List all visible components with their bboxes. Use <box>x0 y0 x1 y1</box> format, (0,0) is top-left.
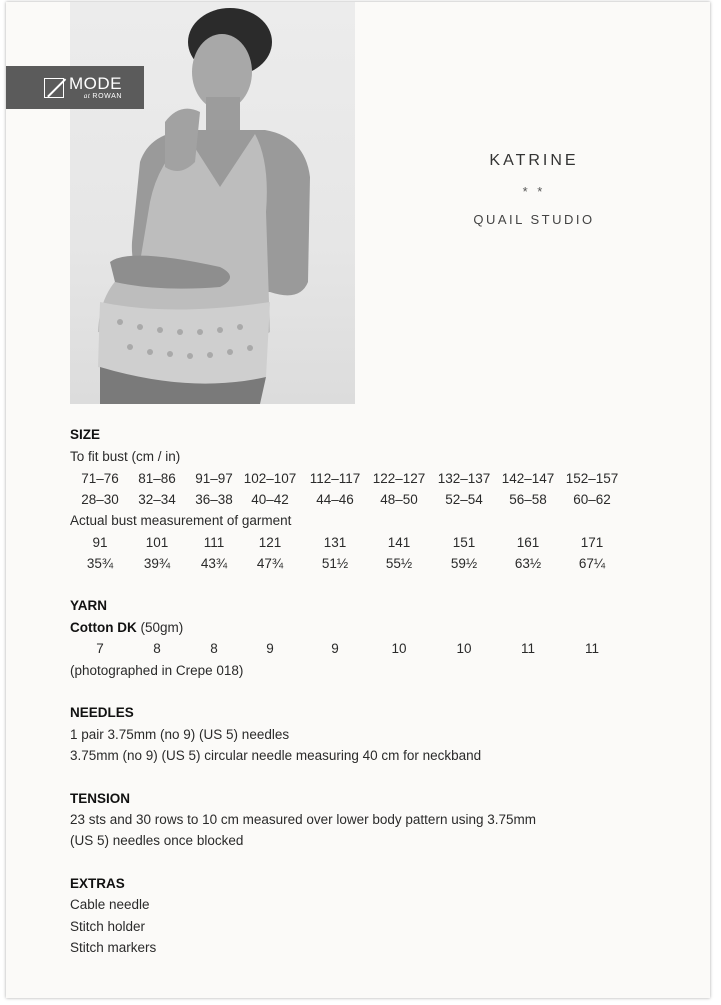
yarn-name: Cotton DK <box>70 620 137 635</box>
size-value-cell: 71–76 <box>81 471 119 486</box>
model-photo <box>70 2 355 404</box>
size-value-cell: 28–30 <box>81 492 119 507</box>
needles-line-1: 1 pair 3.75mm (no 9) (US 5) needles <box>70 727 290 742</box>
size-value-cell: 112–117 <box>309 471 361 486</box>
size-value-cell: 7 <box>96 641 104 656</box>
size-value-cell: 55½ <box>385 556 413 571</box>
size-value-cell: 67¼ <box>578 556 606 571</box>
size-value-cell: 171 <box>580 535 604 550</box>
size-value-cell: 52–54 <box>445 492 483 507</box>
size-value-cell: 10 <box>456 641 472 656</box>
size-value-cell: 152–157 <box>565 471 619 486</box>
logo-main-text: MODE <box>69 74 122 93</box>
size-value-cell: 131 <box>323 535 347 550</box>
size-value-cell: 32–34 <box>138 492 176 507</box>
size-value-cell: 44–46 <box>316 492 354 507</box>
needles-line-2: 3.75mm (no 9) (US 5) circular needle measuring 40 cm for neckband <box>70 748 482 763</box>
size-value-cell: 8 <box>210 641 218 656</box>
difficulty-rating: * * <box>522 184 546 199</box>
size-value-cell: 47¾ <box>256 556 284 571</box>
extras-heading: EXTRAS <box>70 876 125 891</box>
extras-item: Stitch markers <box>70 940 157 955</box>
size-value-cell: 40–42 <box>251 492 289 507</box>
logo-icon <box>44 78 64 98</box>
mode-at-rowan-logo <box>6 66 144 109</box>
actual-bust-label: Actual bust measurement of garment <box>70 513 292 528</box>
needles-heading: NEEDLES <box>70 705 134 720</box>
size-value-cell: 91–97 <box>195 471 233 486</box>
title-block <box>446 152 622 227</box>
size-value-cell: 121 <box>258 535 282 550</box>
size-value-cell: 11 <box>584 641 599 656</box>
size-value-cell: 9 <box>331 641 339 656</box>
yarn-heading: YARN <box>70 598 108 613</box>
logo-sub-text: at ROWAN <box>83 92 122 100</box>
size-value-cell: 59½ <box>450 556 478 571</box>
size-value-cell: 60–62 <box>573 492 611 507</box>
yarn-note: (photographed in Crepe 018) <box>70 663 244 678</box>
size-value-cell: 102–107 <box>243 471 297 486</box>
size-value-cell: 151 <box>452 535 476 550</box>
size-value-cell: 51½ <box>321 556 349 571</box>
pattern-name: KATRINE <box>489 152 579 169</box>
yarn-name-line <box>70 620 183 635</box>
pattern-page <box>6 2 710 998</box>
size-value-cell: 141 <box>387 535 411 550</box>
extras-item: Stitch holder <box>70 919 146 934</box>
yarn-weight: (50gm) <box>136 620 184 635</box>
size-value-cell: 111 <box>203 535 225 550</box>
size-value-cell: 161 <box>516 535 540 550</box>
size-value-cell: 63½ <box>514 556 542 571</box>
size-value-cell: 8 <box>153 641 161 656</box>
size-value-cell: 43¾ <box>200 556 228 571</box>
size-value-cell: 122–127 <box>372 471 426 486</box>
size-value-cell: 9 <box>266 641 274 656</box>
tension-heading: TENSION <box>70 791 131 806</box>
size-value-cell: 81–86 <box>138 471 176 486</box>
fit-bust-label: To fit bust (cm / in) <box>70 449 181 464</box>
size-value-cell: 101 <box>145 535 169 550</box>
tension-line-2: (US 5) needles once blocked <box>70 833 244 848</box>
size-value-cell: 142–147 <box>501 471 555 486</box>
size-value-cell: 10 <box>391 641 407 656</box>
size-value-cell: 39¾ <box>143 556 171 571</box>
size-value-cell: 48–50 <box>380 492 418 507</box>
size-value-cell: 35¾ <box>86 556 114 571</box>
size-value-cell: 132–137 <box>437 471 491 486</box>
extras-item: Cable needle <box>70 897 150 912</box>
tension-line-1: 23 sts and 30 rows to 10 cm measured over lower body pattern using 3.75mm <box>70 812 536 827</box>
designer-name: QUAIL STUDIO <box>473 212 595 227</box>
size-value-cell: 11 <box>520 641 535 656</box>
size-value-cell: 36–38 <box>195 492 233 507</box>
size-value-cell: 56–58 <box>509 492 547 507</box>
size-heading: SIZE <box>70 427 101 442</box>
size-value-cell: 91 <box>92 535 108 550</box>
